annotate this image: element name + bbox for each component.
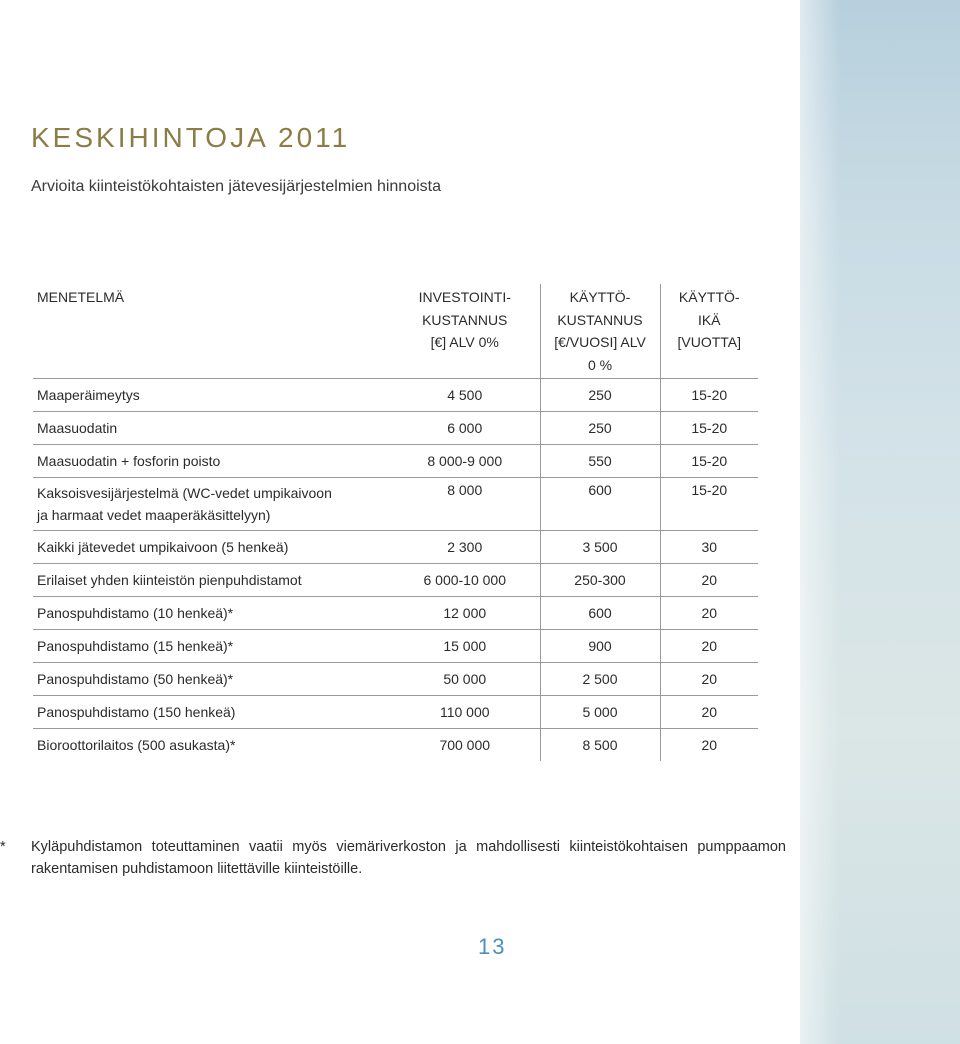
row-operating-cost: 2 500	[540, 663, 660, 696]
table-row	[33, 564, 758, 597]
row-lifetime: 15-20	[660, 445, 758, 478]
row-method: Panospuhdistamo (10 henkeä)*	[33, 597, 390, 630]
row-lifetime: 15-20	[660, 478, 758, 531]
header-lifetime: KÄYTTÖ- IKÄ [VUOTTA]	[660, 284, 758, 379]
decorative-side-image	[800, 0, 960, 1044]
row-operating-cost: 250	[540, 379, 660, 412]
price-table	[33, 284, 758, 761]
row-investment: 50 000	[390, 663, 540, 696]
page-number: 13	[478, 934, 507, 959]
header-operating-cost: KÄYTTÖ- KUSTANNUS [€/VUOSI] ALV 0 %	[540, 284, 660, 379]
row-investment: 8 000	[390, 478, 540, 531]
table-row	[33, 478, 758, 531]
row-method: Maaperäimeytys	[33, 379, 390, 412]
row-investment: 15 000	[390, 630, 540, 663]
table-row	[33, 729, 758, 762]
table-row	[33, 597, 758, 630]
table-row	[33, 531, 758, 564]
row-method: Erilaiset yhden kiinteistön pienpuhdistamot	[33, 564, 390, 597]
row-investment: 4 500	[390, 379, 540, 412]
row-lifetime: 20	[660, 663, 758, 696]
row-investment: 6 000	[390, 412, 540, 445]
row-operating-cost: 600	[540, 597, 660, 630]
row-operating-cost: 550	[540, 445, 660, 478]
row-lifetime: 20	[660, 597, 758, 630]
table-row	[33, 696, 758, 729]
row-lifetime: 20	[660, 729, 758, 762]
row-lifetime: 15-20	[660, 379, 758, 412]
footnote	[0, 836, 786, 880]
row-investment: 700 000	[439, 737, 491, 753]
footnote-text: Kyläpuhdistamon toteuttaminen vaatii myös viemäriverkoston ja mahdollisesti kiinteistökohtaisen pumppaamon rakentamisen puhdistamoon liitettäville kiinteistöille.	[31, 839, 786, 877]
footnote-marker: *	[0, 839, 6, 855]
header-method: MENETELMÄ	[33, 284, 390, 379]
row-method: Panospuhdistamo (50 henkeä)*	[33, 663, 390, 696]
table-row	[33, 663, 758, 696]
table-row	[33, 412, 758, 445]
row-investment: 8 000-9 000	[390, 445, 540, 478]
row-operating-cost: 5 000	[540, 696, 660, 729]
row-method: Panospuhdistamo (150 henkeä)	[33, 696, 390, 729]
table-row	[33, 445, 758, 478]
row-operating-cost: 3 500	[540, 531, 660, 564]
header-investment: INVESTOINTI- KUSTANNUS [€] ALV 0%	[390, 284, 540, 379]
row-method: Maasuodatin	[33, 412, 390, 445]
page-title: KESKIHINTOJA 2011	[31, 122, 351, 153]
row-method: Kaksoisvesijärjestelmä (WC-vedet umpikaivoon ja harmaat vedet maaperäkäsittelyyn)	[33, 478, 390, 531]
row-operating-cost: 8 500	[540, 729, 660, 762]
row-investment: 6 000-10 000	[390, 564, 540, 597]
row-method: Maasuodatin + fosforin poisto	[33, 445, 390, 478]
row-lifetime: 30	[660, 531, 758, 564]
row-operating-cost: 250-300	[540, 564, 660, 597]
row-investment: 110 000	[390, 696, 540, 729]
table-row	[33, 630, 758, 663]
row-lifetime: 15-20	[660, 412, 758, 445]
page-subtitle: Arvioita kiinteistökohtaisten jätevesijärjestelmien hinnoista	[31, 178, 441, 195]
row-operating-cost: 600	[540, 478, 660, 531]
row-method: Panospuhdistamo (15 henkeä)*	[33, 630, 390, 663]
row-lifetime: 20	[660, 564, 758, 597]
row-investment: 12 000	[390, 597, 540, 630]
row-lifetime: 20	[660, 630, 758, 663]
table-row	[33, 379, 758, 412]
row-investment: 2 300	[390, 531, 540, 564]
row-method: Bioroottorilaitos (500 asukasta)*	[37, 737, 236, 753]
row-method: Kaikki jätevedet umpikaivoon (5 henkeä)	[33, 531, 390, 564]
row-lifetime: 20	[660, 696, 758, 729]
row-operating-cost: 900	[540, 630, 660, 663]
table-header-row	[33, 284, 758, 379]
row-operating-cost: 250	[540, 412, 660, 445]
